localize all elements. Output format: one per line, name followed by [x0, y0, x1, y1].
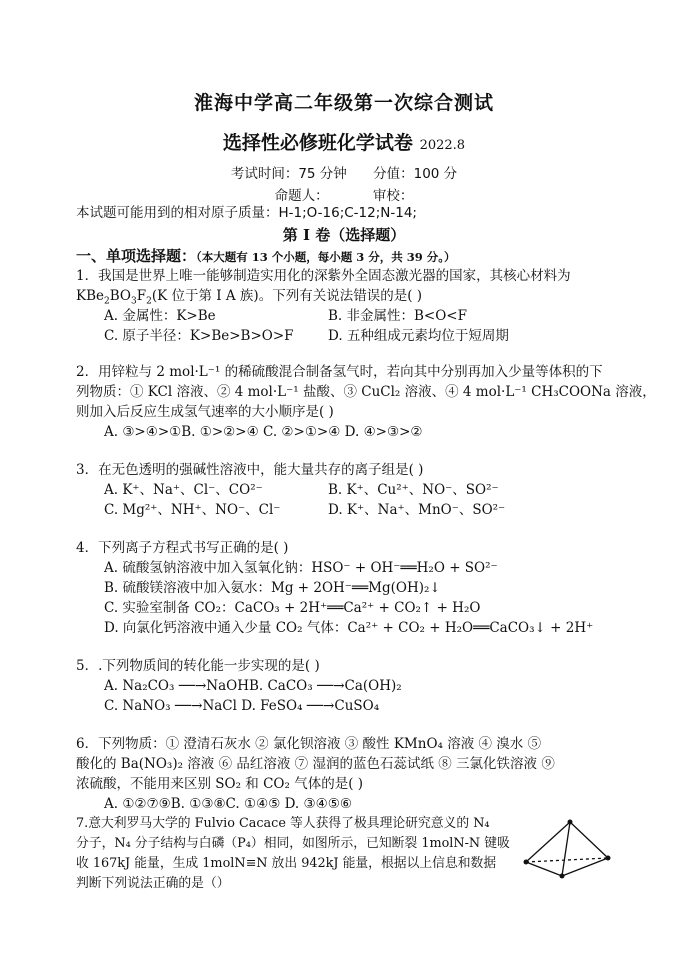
q1-formula-part1: KBe: [76, 288, 104, 304]
q1-option-d: D. 五种组成元素均位于短周期: [328, 328, 509, 344]
section-heading: [76, 246, 456, 267]
q7-stem-line4: 判断下列说法正确的是（）: [76, 876, 230, 891]
exam-year: 2022.8: [419, 138, 466, 153]
q3-option-b: B. K⁺、Cu²⁺、NO⁻、SO²⁻: [328, 482, 499, 498]
q4-option-c: C. 实验室制备 CO₂：CaCO₃ + 2H⁺══Ca²⁺ + CO₂↑ + H₂O: [104, 600, 481, 616]
q3-option-d: D. K⁺、Na⁺、MnO⁻、SO²⁻: [328, 502, 506, 518]
exam-author: 命题人：: [274, 188, 329, 204]
q1-formula-part2: BO: [109, 288, 131, 304]
volume-title: 第 I 卷（选择题）: [282, 226, 406, 244]
tetrahedron-molecule-icon: [522, 818, 614, 880]
q2-stem-line1: 2．用锌粒与 2 mol·L⁻¹ 的稀硫酸混合制备氢气时，若向其中分别再加入少量等体积的下: [76, 364, 603, 380]
q7-stem-line3: 收 167kJ 能量，生成 1molN≡N 放出 942kJ 能量，根据以上信息和数据: [76, 856, 497, 871]
exam-info-line: [0, 162, 688, 182]
q6-stem-line2: 酸化的 Ba(NO₃)₂ 溶液 ⑥ 品红溶液 ⑦ 湿润的蓝色石蕊试纸 ⑧ 三氯化铁溶液 ⑨: [76, 756, 555, 772]
exam-time: 考试时间：75 分钟: [230, 166, 347, 182]
exam-score: 分值：100 分: [373, 166, 458, 182]
exam-subtitle: [0, 128, 688, 155]
q1-option-b: B. 非金属性：B<O<F: [328, 308, 467, 324]
section-title: 一、单项选择题：: [76, 247, 197, 265]
section-note: （本大题有 13 个小题，每小题 3 分，共 39 分。）: [196, 250, 456, 264]
subtitle-text: 选择性必修班化学试卷: [222, 132, 413, 154]
exam-staff-line: [0, 184, 688, 204]
q6-stem-line1: 6．下列物质：① 澄清石灰水 ② 氯化钡溶液 ③ 酸性 KMnO₄ 溶液 ④ 溴水 ⑤: [76, 736, 542, 752]
q3-option-a: A. K⁺、Na⁺、Cl⁻、CO²⁻: [104, 482, 263, 498]
q5-options-line2: C. NaNO₃ ──→NaCl D. FeSO₄ ──→CuSO₄: [104, 698, 380, 714]
q4-stem: 4．下列离子方程式书写正确的是( ): [76, 540, 289, 556]
q6-stem-line3: 浓硫酸，不能用来区别 SO₂ 和 CO₂ 气体的是( ): [76, 776, 364, 792]
q5-options-line1: A. Na₂CO₃ ──→NaOHB. CaCO₃ ──→Ca(OH)₂: [104, 678, 402, 694]
q6-options: A. ①②⑦⑨B. ①③⑧C. ①④⑤ D. ③④⑤⑥: [104, 796, 352, 812]
atomic-mass-note: 本试题可能用到的相对原子质量：H-1;O-16;C-12;N-14;: [76, 205, 417, 221]
q3-option-c: C. Mg²⁺、NH⁺、NO⁻、Cl⁻: [104, 502, 281, 518]
q5-stem: 5．.下列物质间的转化能一步实现的是( ): [76, 658, 320, 674]
q1-stem-line2: $KBe_2BO_3F_2(K$ 位于第 I A 族)。下列有关说法错误的是( ): [76, 288, 423, 307]
q7-stem-line2: 分子，N₄ 分子结构与白磷（P₄）相同，如图所示，已知断裂 1molN-N 键吸: [76, 836, 510, 851]
q3-stem: 3．在无色透明的强碱性溶液中，能大量共存的离子组是( ): [76, 462, 424, 478]
q7-stem-line1: 7.意大利罗马大学的 Fulvio Cacace 等人获得了极具理论研究意义的 N₄: [76, 816, 490, 831]
q1-option-c: C. 原子半径：K>Be>B>O>F: [104, 328, 294, 344]
q2-options: A. ③>④>①B. ①>②>④ C. ②>①>④ D. ④>③>②: [104, 424, 423, 440]
exam-title: 淮海中学高二年级第一次综合测试: [193, 92, 494, 114]
q4-option-d: D. 向氯化钙溶液中通入少量 CO₂ 气体：Ca²⁺ + CO₂ + H₂O══CaCO₃↓ + 2H⁺: [104, 620, 594, 636]
q1-option-a: A. 金属性：K>Be: [104, 308, 216, 324]
q1-formula-part3: F: [136, 288, 147, 304]
q4-option-a: A. 硫酸氢钠溶液中加入氢氧化钠：HSO⁻ + OH⁻══H₂O + SO²⁻: [104, 560, 498, 576]
exam-reviewer: 审校：: [372, 188, 414, 204]
q1-stem-line1: 1．我国是世界上唯一能够制造实用化的深紫外全固态激光器的国家，其核心材料为: [76, 268, 571, 284]
q2-stem-line3: 则加入后反应生成氢气速率的大小顺序是( ): [76, 404, 334, 420]
q4-option-b: B. 硫酸镁溶液中加入氨水：Mg + 2OH⁻══Mg(OH)₂↓: [104, 580, 441, 596]
q1-formula-tail: (K 位于第 I A 族)。下列有关说法错误的是( ): [151, 288, 423, 304]
q2-stem-line2: 列物质：① KCl 溶液、② 4 mol·L⁻¹ 盐酸、③ CuCl₂ 溶液、④ 4 mol·L⁻¹ CH₃COONa 溶液，: [76, 384, 656, 400]
